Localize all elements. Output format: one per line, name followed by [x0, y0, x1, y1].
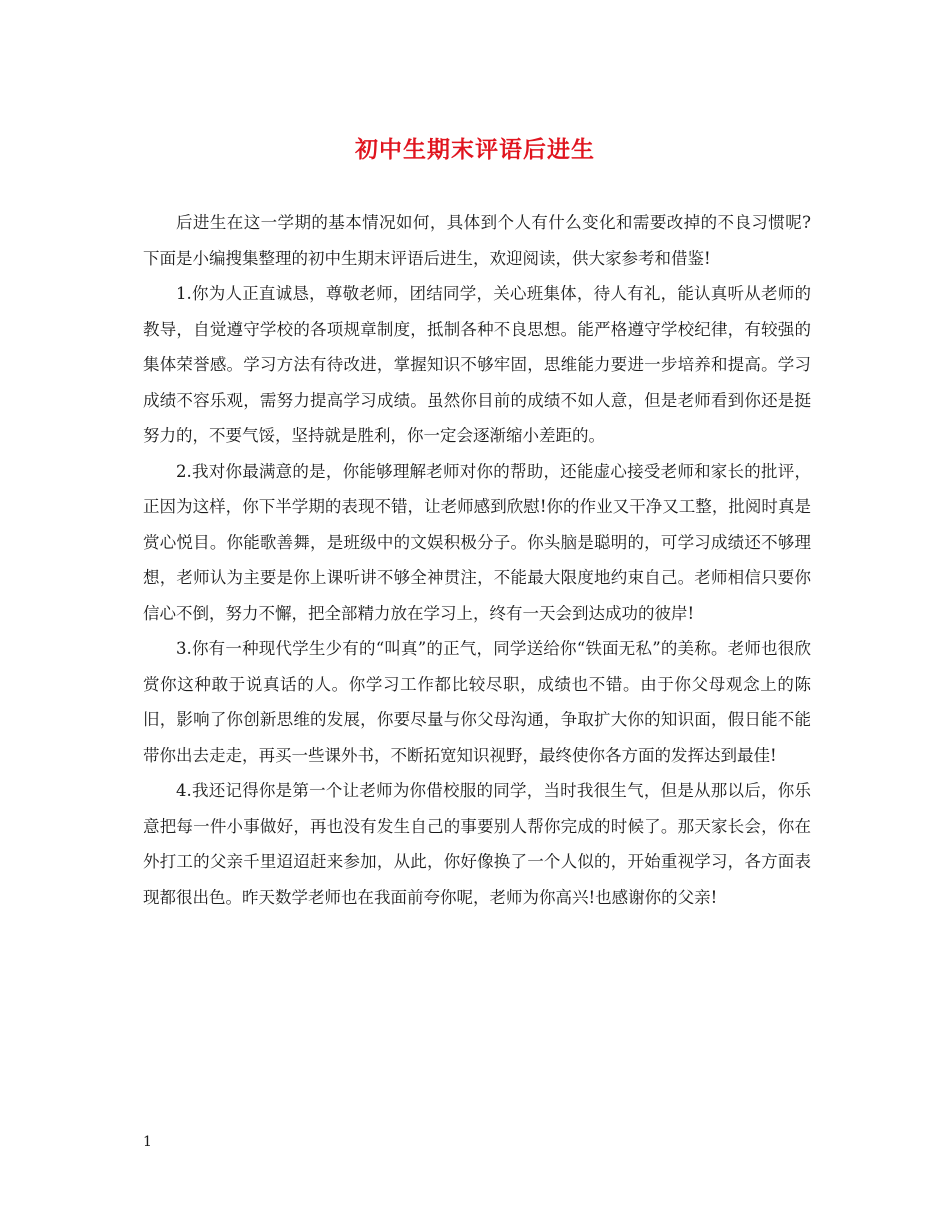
comment-paragraph-4: 4.我还记得你是第一个让老师为你借校服的同学，当时我很生气，但是从那以后，你乐意把每一件小事做好，再也没有发生自己的事要别人帮你完成的时候了。那天家长会，你在外打工的父亲千里迢迢赶来参加，从此，你好像换了一个人似的，开始重视学习，各方面表现都很出色。昨天数学老师也在我面前夸你呢，老师为你高兴!也感谢你的父亲!	[143, 781, 811, 907]
intro-paragraph: 后进生在这一学期的基本情况如何，具体到个人有什么变化和需要改掉的不良习惯呢?下面是小编搜集整理的初中生期末评语后进生，欢迎阅读，供大家参考和借鉴!	[143, 213, 811, 268]
comment-paragraph-2: 2.我对你最满意的是，你能够理解老师对你的帮助，还能虚心接受老师和家长的批评，正因为这样，你下半学期的表现不错，让老师感到欣慰!你的作业又干净又工整，批阅时真是赏心悦目。你能歌善舞，是班级中的文娱积极分子。你头脑是聪明的，可学习成绩还不够理想，老师认为主要是你上课听讲不够全神贯注，不能最大限度地约束自己。老师相信只要你信心不倒，努力不懈，把全部精力放在学习上，终有一天会到达成功的彼岸!	[143, 461, 811, 623]
comment-paragraph-1: 1.你为人正直诚恳，尊敬老师，团结同学，关心班集体，待人有礼，能认真听从老师的教导，自觉遵守学校的各项规章制度，抵制各种不良思想。能严格遵守学校纪律，有较强的集体荣誉感。学习方法有待改进，掌握知识不够牢固，思维能力要进一步培养和提高。学习成绩不容乐观，需努力提高学习成绩。虽然你目前的成绩不如人意，但是老师看到你还是挺努力的，不要气馁，坚持就是胜利，你一定会逐渐缩小差距的。	[143, 284, 811, 445]
document-body	[143, 205, 811, 915]
document-title: 初中生期末评语后进生	[355, 136, 595, 163]
comment-paragraph-3: 3.你有一种现代学生少有的“叫真”的正气，同学送给你“铁面无私”的美称。老师也很欣赏你这种敢于说真话的人。你学习工作都比较尽职，成绩也不错。由于你父母观念上的陈旧，影响了你创新思维的发展，你要尽量与你父母沟通，争取扩大你的知识面，假日能不能带你出去走走，再买一些课外书，不断拓宽知识视野，最终使你各方面的发挥达到最佳!	[143, 639, 811, 765]
page-number: 1	[143, 1134, 152, 1150]
